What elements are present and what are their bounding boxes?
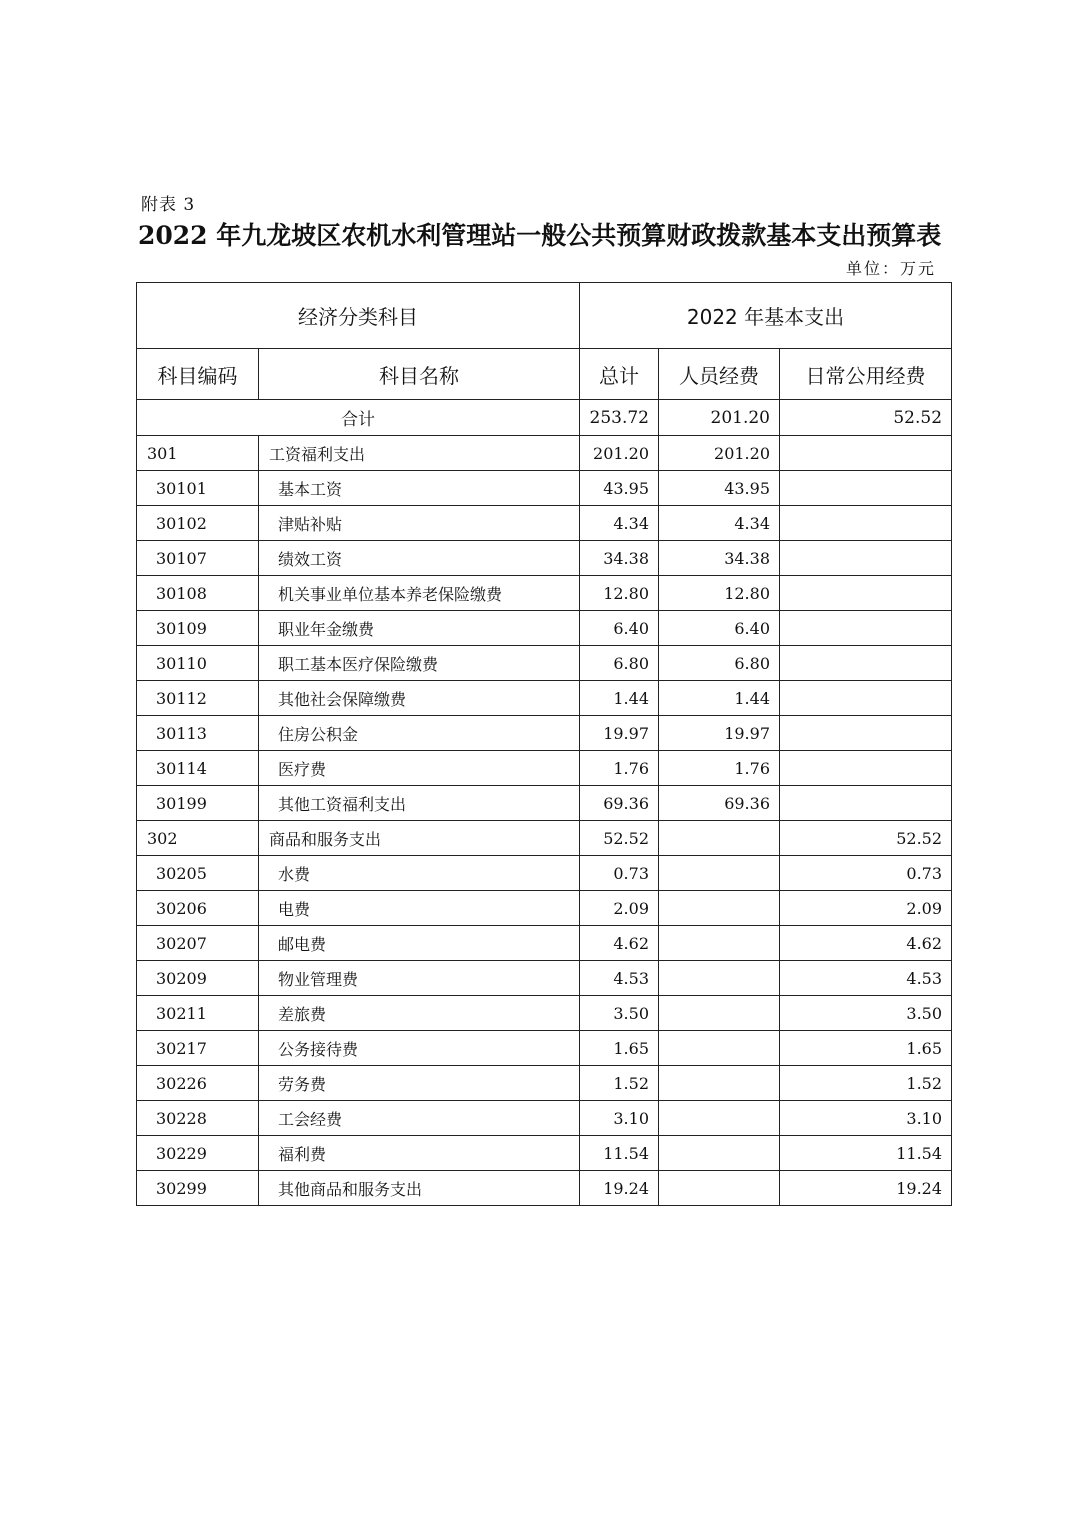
header-personnel: 人员经费 (659, 349, 780, 400)
cell-name: 绩效工资 (259, 541, 580, 576)
cell-personnel (659, 996, 780, 1031)
cell-total: 1.76 (580, 751, 659, 786)
cell-public: 4.53 (780, 961, 952, 996)
cell-public (780, 611, 952, 646)
table-row (137, 471, 952, 506)
cell-code: 30113 (137, 716, 259, 751)
cell-personnel (659, 961, 780, 996)
cell-name: 其他工资福利支出 (259, 786, 580, 821)
cell-name: 邮电费 (259, 926, 580, 961)
budget-table (136, 282, 952, 1206)
table-row (137, 436, 952, 471)
header-economic-category: 经济分类科目 (137, 283, 580, 349)
cell-total: 19.97 (580, 716, 659, 751)
cell-total: 19.24 (580, 1171, 659, 1206)
table-row (137, 786, 952, 821)
cell-personnel (659, 926, 780, 961)
cell-code: 302 (137, 821, 259, 856)
cell-code: 30107 (137, 541, 259, 576)
cell-name: 医疗费 (259, 751, 580, 786)
cell-total: 4.62 (580, 926, 659, 961)
cell-total: 69.36 (580, 786, 659, 821)
cell-personnel (659, 1136, 780, 1171)
cell-public (780, 576, 952, 611)
header-public: 日常公用经费 (780, 349, 952, 400)
cell-code: 30109 (137, 611, 259, 646)
cell-name: 商品和服务支出 (259, 821, 580, 856)
cell-public: 1.65 (780, 1031, 952, 1066)
cell-code: 30209 (137, 961, 259, 996)
cell-code: 30102 (137, 506, 259, 541)
cell-name: 物业管理费 (259, 961, 580, 996)
cell-public (780, 716, 952, 751)
table-row (137, 646, 952, 681)
cell-public: 3.50 (780, 996, 952, 1031)
header-total: 总计 (580, 349, 659, 400)
cell-public: 0.73 (780, 856, 952, 891)
total-personnel: 201.20 (659, 400, 780, 436)
cell-name: 职工基本医疗保险缴费 (259, 646, 580, 681)
cell-name: 工资福利支出 (259, 436, 580, 471)
table-row (137, 576, 952, 611)
cell-code: 30211 (137, 996, 259, 1031)
cell-personnel: 69.36 (659, 786, 780, 821)
cell-code: 30207 (137, 926, 259, 961)
cell-personnel: 12.80 (659, 576, 780, 611)
table-row (137, 1031, 952, 1066)
table-row (137, 506, 952, 541)
cell-name: 职业年金缴费 (259, 611, 580, 646)
cell-personnel (659, 1066, 780, 1101)
cell-personnel: 1.44 (659, 681, 780, 716)
cell-personnel: 4.34 (659, 506, 780, 541)
total-total: 253.72 (580, 400, 659, 436)
cell-name: 电费 (259, 891, 580, 926)
page-title: 2022 年九龙坡区农机水利管理站一般公共预算财政拨款基本支出预算表 (138, 221, 942, 250)
cell-total: 34.38 (580, 541, 659, 576)
cell-total: 3.10 (580, 1101, 659, 1136)
table-row (137, 1066, 952, 1101)
total-row (137, 400, 952, 436)
cell-personnel (659, 1101, 780, 1136)
cell-code: 30112 (137, 681, 259, 716)
cell-total: 1.52 (580, 1066, 659, 1101)
cell-code: 30110 (137, 646, 259, 681)
cell-total: 12.80 (580, 576, 659, 611)
table-row (137, 681, 952, 716)
cell-name: 住房公积金 (259, 716, 580, 751)
cell-public (780, 436, 952, 471)
cell-public (780, 541, 952, 576)
cell-total: 6.80 (580, 646, 659, 681)
unit-label: 单位：万元 (845, 259, 936, 278)
table-row (137, 611, 952, 646)
cell-public (780, 646, 952, 681)
cell-public: 4.62 (780, 926, 952, 961)
cell-personnel: 201.20 (659, 436, 780, 471)
table-row (137, 961, 952, 996)
cell-personnel: 6.40 (659, 611, 780, 646)
cell-public: 3.10 (780, 1101, 952, 1136)
cell-personnel: 43.95 (659, 471, 780, 506)
cell-public (780, 786, 952, 821)
cell-code: 301 (137, 436, 259, 471)
table-row (137, 821, 952, 856)
cell-code: 30205 (137, 856, 259, 891)
cell-public (780, 506, 952, 541)
table-row (137, 1171, 952, 1206)
header-group-row (137, 283, 952, 349)
cell-personnel (659, 1171, 780, 1206)
table-row (137, 541, 952, 576)
total-label: 合计 (137, 400, 580, 436)
table-row (137, 1136, 952, 1171)
cell-name: 劳务费 (259, 1066, 580, 1101)
cell-personnel (659, 856, 780, 891)
cell-personnel (659, 891, 780, 926)
cell-code: 30299 (137, 1171, 259, 1206)
cell-total: 1.44 (580, 681, 659, 716)
cell-code: 30229 (137, 1136, 259, 1171)
cell-public: 2.09 (780, 891, 952, 926)
table-row (137, 716, 952, 751)
header-column-row (137, 349, 952, 400)
cell-total: 4.53 (580, 961, 659, 996)
cell-code: 30217 (137, 1031, 259, 1066)
table-row (137, 926, 952, 961)
cell-personnel: 34.38 (659, 541, 780, 576)
cell-total: 4.34 (580, 506, 659, 541)
cell-name: 津贴补贴 (259, 506, 580, 541)
cell-public: 1.52 (780, 1066, 952, 1101)
cell-personnel (659, 1031, 780, 1066)
cell-total: 43.95 (580, 471, 659, 506)
table-row (137, 856, 952, 891)
cell-code: 30228 (137, 1101, 259, 1136)
header-name: 科目名称 (259, 349, 580, 400)
cell-name: 机关事业单位基本养老保险缴费 (259, 576, 580, 611)
cell-name: 工会经费 (259, 1101, 580, 1136)
cell-name: 福利费 (259, 1136, 580, 1171)
cell-code: 30114 (137, 751, 259, 786)
cell-public: 19.24 (780, 1171, 952, 1206)
cell-personnel: 19.97 (659, 716, 780, 751)
cell-name: 公务接待费 (259, 1031, 580, 1066)
header-basic-expenditure: 2022 年基本支出 (580, 283, 952, 349)
cell-public: 11.54 (780, 1136, 952, 1171)
cell-total: 0.73 (580, 856, 659, 891)
table-row (137, 891, 952, 926)
total-public: 52.52 (780, 400, 952, 436)
cell-total: 11.54 (580, 1136, 659, 1171)
cell-total: 52.52 (580, 821, 659, 856)
cell-name: 差旅费 (259, 996, 580, 1031)
cell-code: 30226 (137, 1066, 259, 1101)
table-row (137, 1101, 952, 1136)
header-code: 科目编码 (137, 349, 259, 400)
cell-code: 30101 (137, 471, 259, 506)
cell-name: 水费 (259, 856, 580, 891)
cell-public: 52.52 (780, 821, 952, 856)
annex-label: 附表 3 (141, 195, 196, 215)
cell-total: 2.09 (580, 891, 659, 926)
cell-personnel: 6.80 (659, 646, 780, 681)
cell-code: 30206 (137, 891, 259, 926)
cell-code: 30199 (137, 786, 259, 821)
cell-public (780, 751, 952, 786)
cell-public (780, 681, 952, 716)
cell-name: 其他社会保障缴费 (259, 681, 580, 716)
table-row (137, 751, 952, 786)
cell-total: 201.20 (580, 436, 659, 471)
cell-personnel: 1.76 (659, 751, 780, 786)
cell-name: 基本工资 (259, 471, 580, 506)
cell-total: 1.65 (580, 1031, 659, 1066)
cell-total: 3.50 (580, 996, 659, 1031)
cell-public (780, 471, 952, 506)
table-row (137, 996, 952, 1031)
cell-personnel (659, 821, 780, 856)
cell-code: 30108 (137, 576, 259, 611)
cell-name: 其他商品和服务支出 (259, 1171, 580, 1206)
cell-total: 6.40 (580, 611, 659, 646)
